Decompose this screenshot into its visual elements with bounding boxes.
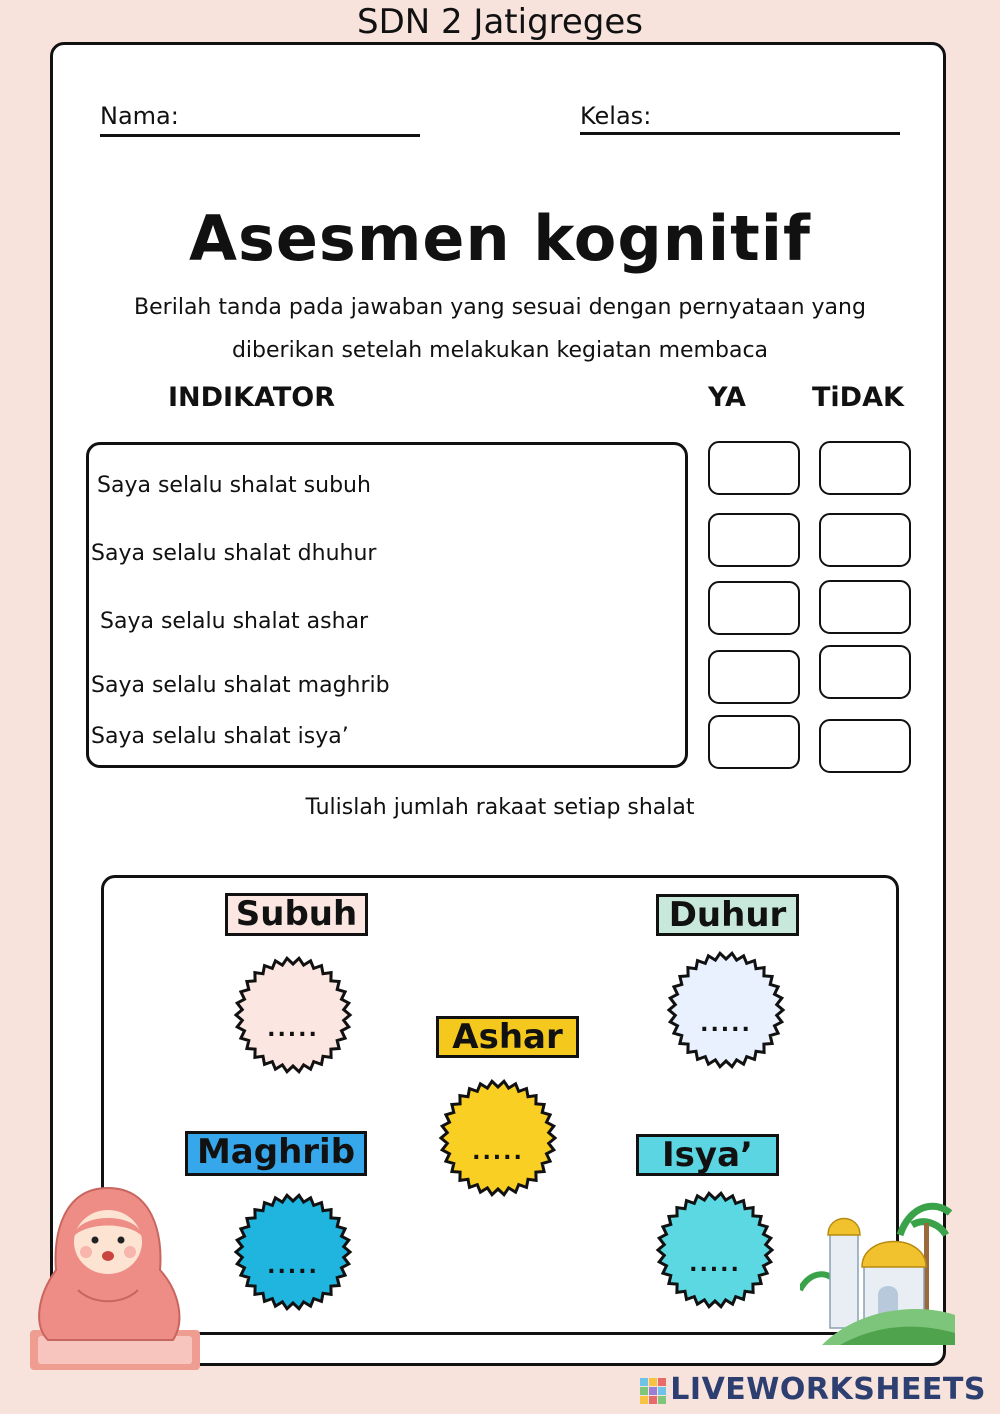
ya-checkbox-isya[interactable] xyxy=(708,715,800,769)
tidak-checkbox-maghrib[interactable] xyxy=(819,645,911,699)
tidak-checkbox-isya[interactable] xyxy=(819,719,911,773)
indicator-row-ashar: Saya selalu shalat ashar xyxy=(100,609,369,634)
prayer-label-maghrib: Maghrib xyxy=(185,1131,367,1176)
starburst-icon xyxy=(233,1192,353,1312)
starburst-icon xyxy=(655,1190,775,1310)
ya-checkbox-dhuhur[interactable] xyxy=(708,513,800,567)
brand-name: LIVEWORKSHEETS xyxy=(670,1372,986,1407)
answer-text-duhur: ..... xyxy=(700,1012,752,1037)
mosque-icon xyxy=(800,1195,955,1345)
prayer-label-isya: Isya’ xyxy=(636,1134,779,1176)
ya-checkbox-maghrib[interactable] xyxy=(708,650,800,704)
indicator-row-subuh: Saya selalu shalat subuh xyxy=(97,473,371,498)
answer-badge-ashar[interactable] xyxy=(438,1078,558,1198)
tidak-checkbox-ashar[interactable] xyxy=(819,580,911,634)
page-title: Asesmen kognitif xyxy=(188,202,811,275)
prayer-label-ashar: Ashar xyxy=(436,1016,579,1058)
instructions-line-1: Berilah tanda pada jawaban yang sesuai dengan pernyataan yang xyxy=(134,295,866,320)
class-field[interactable] xyxy=(580,132,900,135)
liveworksheets-logo xyxy=(640,1372,986,1407)
rakaat-subtitle: Tulislah jumlah rakaat setiap shalat xyxy=(305,795,695,820)
name-field[interactable] xyxy=(100,134,420,137)
answer-badge-subuh[interactable] xyxy=(233,955,353,1075)
class-label: Kelas: xyxy=(580,102,652,130)
tidak-checkbox-dhuhur[interactable] xyxy=(819,513,911,567)
answer-text-isya: ..... xyxy=(689,1252,741,1277)
starburst-icon xyxy=(666,950,786,1070)
answer-text-subuh: ..... xyxy=(267,1017,319,1042)
column-header-indikator: INDIKATOR xyxy=(168,382,335,413)
indicator-row-isya: Saya selalu shalat isya’ xyxy=(91,724,349,749)
school-name: SDN 2 Jatigreges xyxy=(356,2,644,42)
indicator-row-maghrib: Saya selalu shalat maghrib xyxy=(91,673,390,698)
tidak-checkbox-subuh[interactable] xyxy=(819,441,911,495)
answer-badge-duhur[interactable] xyxy=(666,950,786,1070)
starburst-icon xyxy=(438,1078,558,1198)
answer-badge-maghrib[interactable] xyxy=(233,1192,353,1312)
starburst-icon xyxy=(233,955,353,1075)
indicator-row-dhuhur: Saya selalu shalat dhuhur xyxy=(91,541,377,566)
answer-text-maghrib: ..... xyxy=(267,1254,319,1279)
praying-girl-icon xyxy=(8,1180,208,1376)
column-header-tidak: TiDAK xyxy=(812,382,904,413)
column-header-ya: YA xyxy=(708,382,746,413)
answer-badge-isya[interactable] xyxy=(655,1190,775,1310)
name-label: Nama: xyxy=(100,102,179,130)
ya-checkbox-subuh[interactable] xyxy=(708,441,800,495)
ya-checkbox-ashar[interactable] xyxy=(708,581,800,635)
prayer-label-subuh: Subuh xyxy=(225,893,368,936)
instructions xyxy=(60,286,940,372)
instructions-line-2: diberikan setelah melakukan kegiatan membaca xyxy=(231,338,769,363)
answer-text-ashar: ..... xyxy=(472,1140,524,1165)
liveworksheets-grid-icon xyxy=(640,1378,666,1404)
prayer-label-duhur: Duhur xyxy=(656,894,799,936)
